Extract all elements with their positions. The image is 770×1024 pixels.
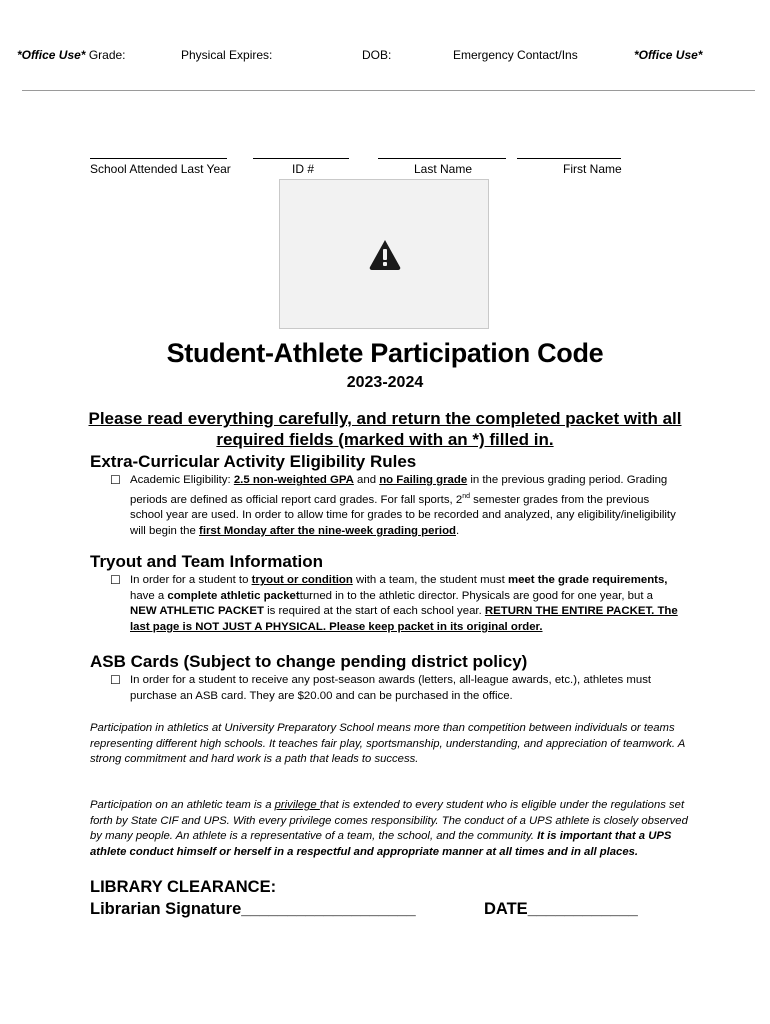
privilege-paragraph: Participation on an athletic team is a privilege that is extended to every student who is eligible under the regulations set forth by State CIF and UPS. With every privilege comes responsibility. The conduct of a UPS athlete is closely observed by many people. An athlete is a representative of a team, the school, and the community. It is important that a UPS athlete conduct himself or herself in a respectful and appropriate manner at all times and in all places.: [90, 799, 688, 858]
participation-paragraph: Participation in athletics at University Preparatory School means more than competition between individuals or teams representing different high schools. It teaches fair play, sportsmanship, understanding, and appreciation of teamwork. A strong commitment and hard work is a path that leads to success.: [90, 722, 685, 766]
checkbox[interactable]: ☐: [110, 573, 121, 587]
checkbox[interactable]: ☐: [110, 673, 121, 687]
tryout-heading: Tryout and Team Information: [90, 552, 323, 571]
checkbox[interactable]: ☐: [110, 473, 121, 487]
school-line[interactable]: [90, 158, 227, 159]
warning-icon: [368, 238, 402, 270]
emergency-contact-label: Emergency Contact/Ins: [453, 48, 578, 62]
instructions-notice: Please read everything carefully, and return the completed packet with all required fields (marked with an *) filled in.: [88, 409, 682, 449]
last-name-line[interactable]: [378, 158, 506, 159]
date-field[interactable]: DATE____________: [484, 900, 638, 918]
school-label: School Attended Last Year: [90, 162, 231, 176]
library-clearance-heading: LIBRARY CLEARANCE:: [90, 878, 277, 896]
school-year: 2023-2024: [346, 374, 424, 391]
asb-heading: ASB Cards (Subject to change pending district policy): [90, 652, 528, 671]
image-placeholder: [279, 179, 489, 329]
tryout-item: ☐ In order for a student to tryout or condition with a team, the student must meet the grade requirements, have a complete athletic packetturned in to the athletic director. Physicals are good for one year, but a NEW ATHLETIC PACKET is required at the start of each school year. RETURN THE ENTIRE PACKET. The last page is NOT JUST A PHYSICAL. Please keep packet in its original order.: [110, 573, 678, 634]
eligibility-item: ☐ Academic Eligibility: 2.5 non-weighted GPA and no Failing grade in the previous grading period. Grading periods are defined as official report card grades. For fall sports, 2nd semester grades from the previous school year are used. In order to allow time for grades to be recorded and analyzed, any eligibility/ineligibility will begin the first Monday after the nine-week grading period.: [110, 473, 676, 537]
asb-item: ☐ In order for a student to receive any post-season awards (letters, all-league awards, etc.), athletes must purchase an ASB card. They are $20.00 and can be purchased in the office.: [110, 673, 652, 702]
id-label: ID #: [292, 162, 315, 176]
last-name-label: Last Name: [414, 162, 473, 176]
office-use-label: *Office Use*: [17, 48, 86, 62]
page-title: Student-Athlete Participation Code: [166, 338, 604, 368]
first-name-label: First Name: [563, 162, 622, 176]
eligibility-heading: Extra-Curricular Activity Eligibility Rules: [90, 452, 417, 471]
first-name-line[interactable]: [517, 158, 621, 159]
office-use-grade: [17, 48, 126, 62]
physical-expires-label: Physical Expires:: [181, 48, 273, 62]
id-line[interactable]: [253, 158, 349, 159]
grade-label: Grade:: [85, 48, 126, 62]
office-use-right-label: *Office Use*: [634, 48, 703, 62]
header-divider: [22, 90, 755, 91]
librarian-signature-field[interactable]: Librarian Signature___________________: [90, 900, 416, 918]
dob-label: DOB:: [362, 48, 392, 62]
